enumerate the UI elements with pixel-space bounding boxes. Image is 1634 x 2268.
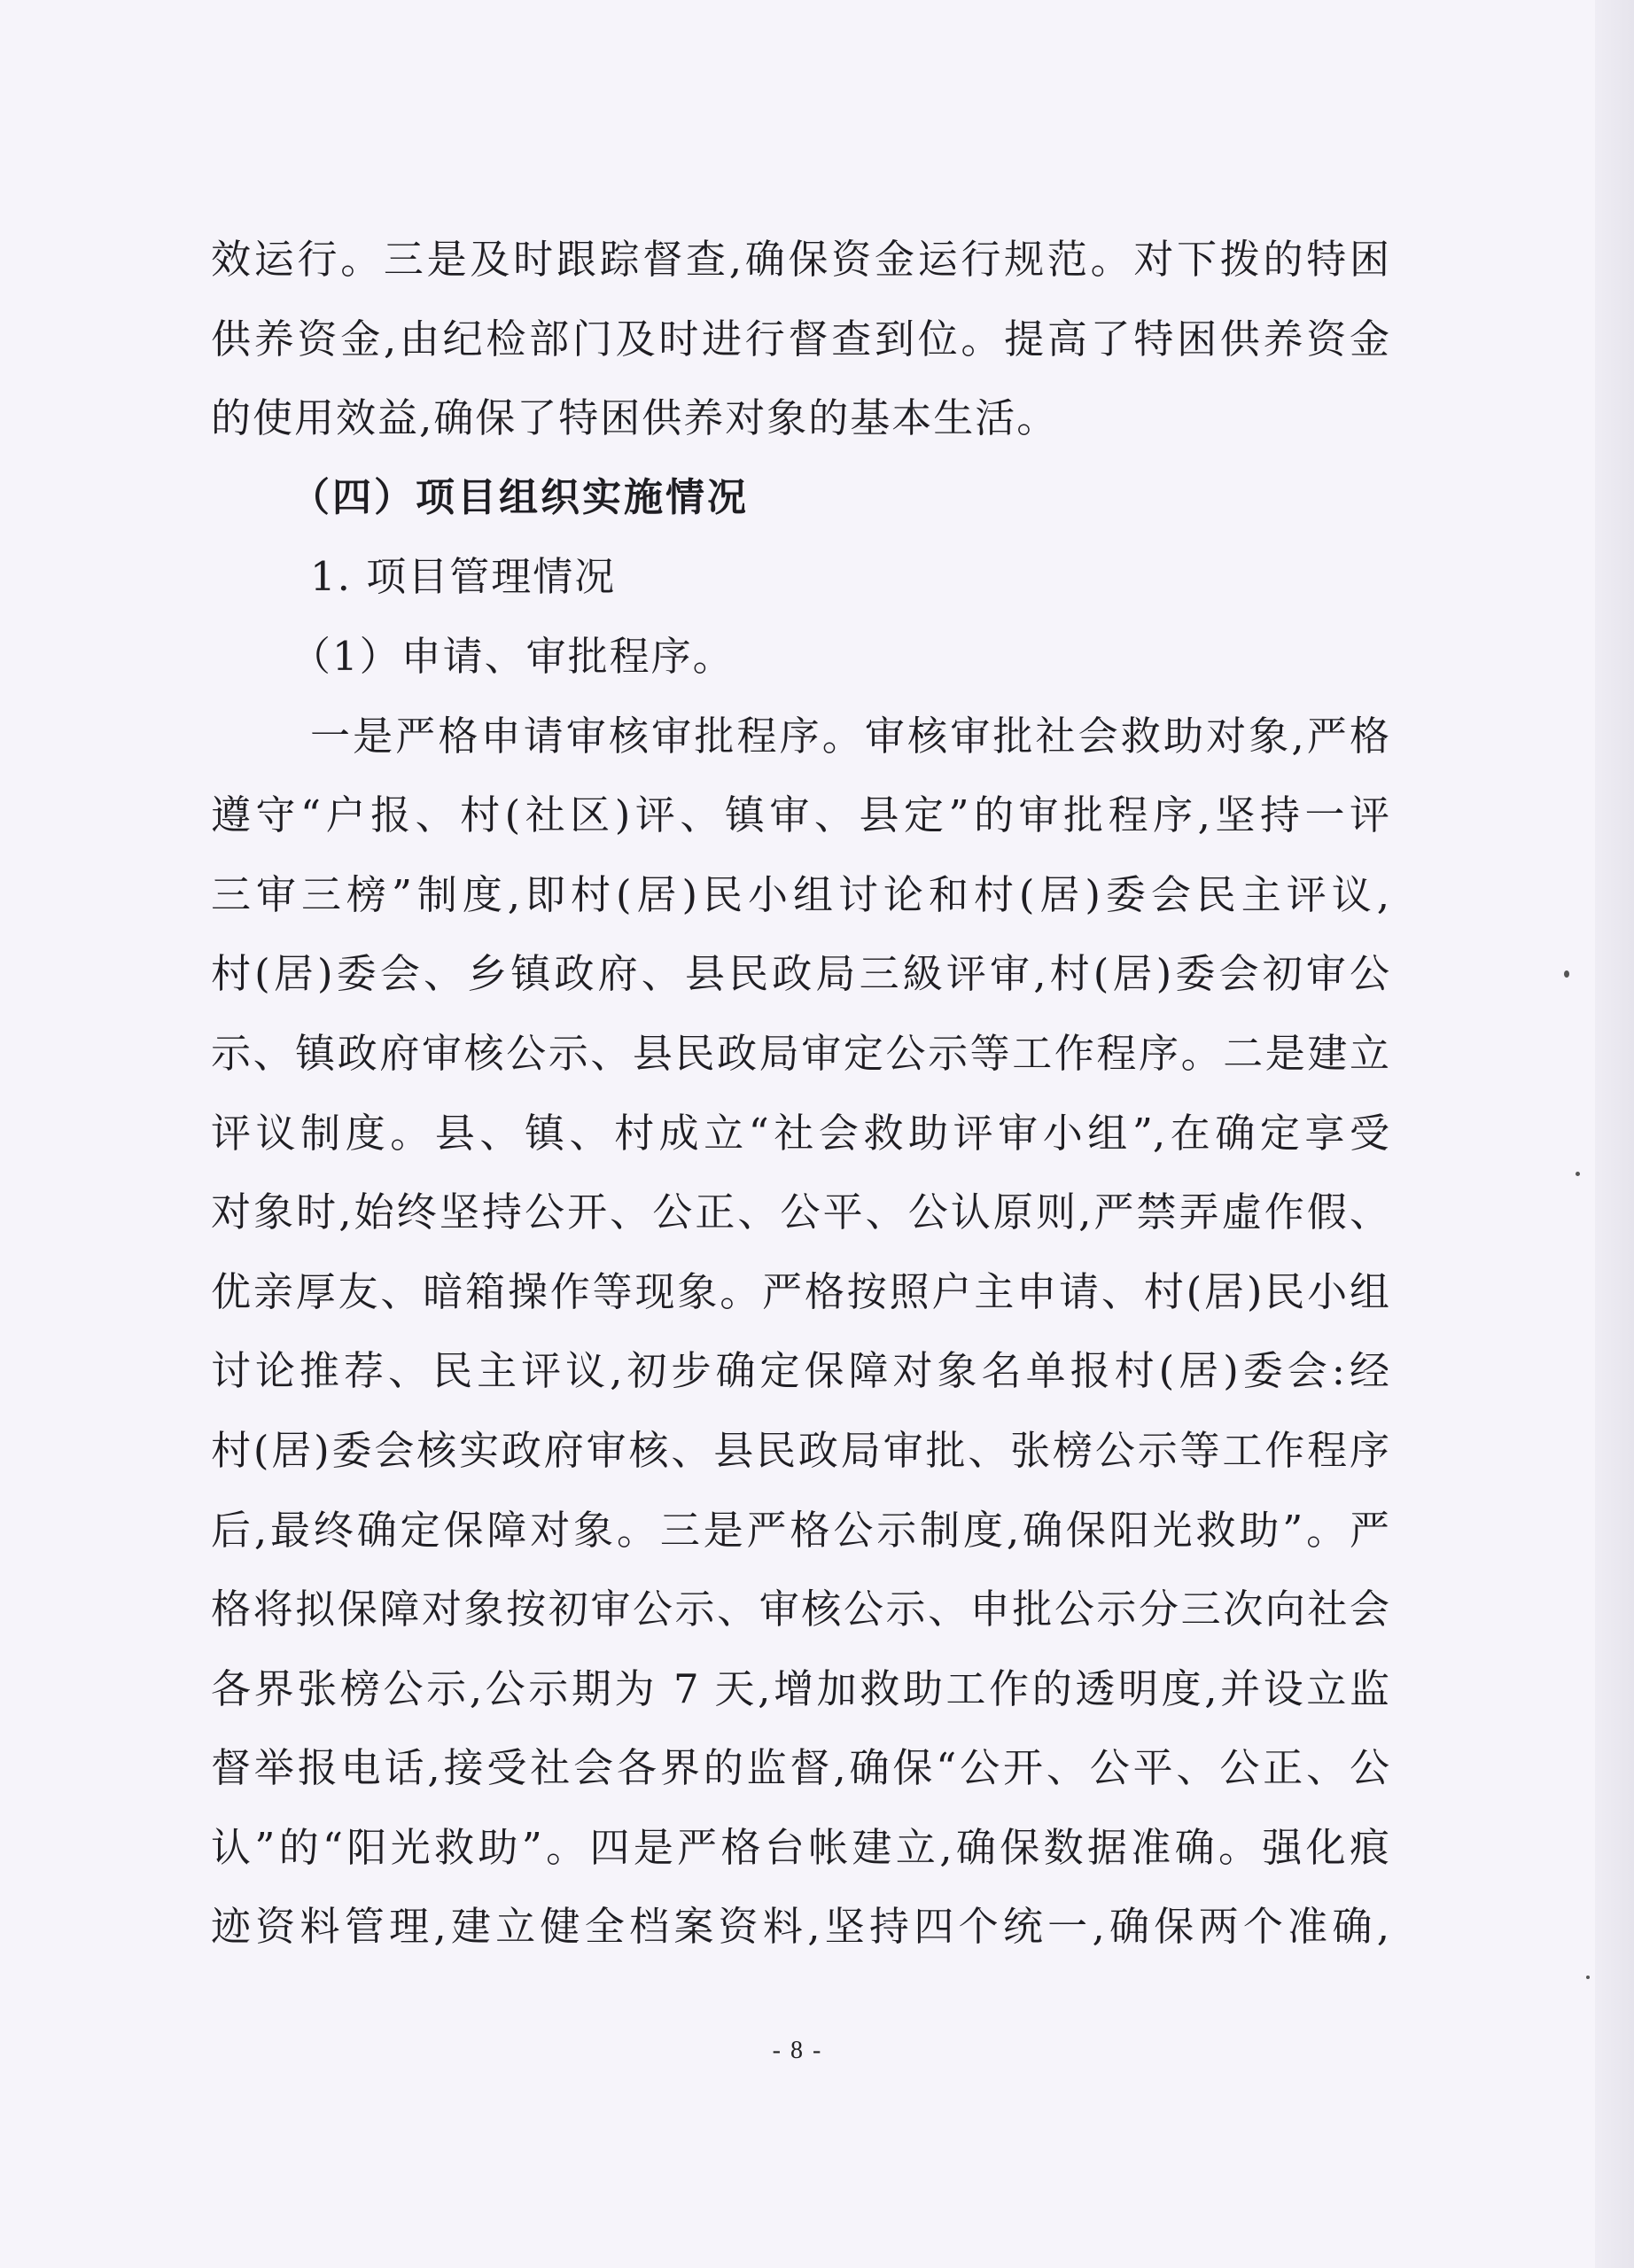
text-line: 三审三榜”制度,即村(居)民小组讨论和村(居)委会民主评议, xyxy=(211,870,1389,918)
subsection-item-heading: （1）申请、审批程序。 xyxy=(291,632,735,680)
text-line: 村(居)委会、乡镇政府、县民政局三級评审,村(居)委会初审公 xyxy=(211,950,1389,998)
paragraph-first-line: 一是严格申请审核审批程序。审核审批社会救助对象,严格 xyxy=(310,712,1389,760)
text-line: 优亲厚友、暗箱操作等现象。严格按照户主申请、村(居)民小组 xyxy=(211,1267,1389,1315)
text-line: 后,最终确定保障对象。三是严格公示制度,确保阳光救助”。严 xyxy=(211,1506,1389,1554)
section-heading: （四）项目组织实施情况 xyxy=(291,474,749,520)
text-line: 督举报电话,接受社会各界的监督,确保“公开、公平、公正、公 xyxy=(211,1744,1389,1792)
text-line: 示、镇政府审核公示、县民政局审定公示等工作程序。二是建立 xyxy=(211,1029,1389,1077)
body-text xyxy=(211,220,1389,1967)
text-line: 迹资料管理,建立健全档案资料,坚持四个统一,确保两个准确, xyxy=(211,1903,1389,1951)
text-line: 各界张榜公示,公示期为 7 天,增加救助工作的透明度,并设立监 xyxy=(211,1664,1389,1712)
scan-speck xyxy=(1576,1172,1580,1176)
text-line: 评议制度。县、镇、村成立“社会救助评审小组”,在确定享受 xyxy=(211,1109,1389,1157)
text-line: 的使用效益,确保了特困供养对象的基本生活。 xyxy=(211,394,1059,442)
text-line: 讨论推荐、民主评议,初步确定保障对象名单报村(居)委会:经 xyxy=(211,1347,1389,1395)
subsection-heading: 1. 项目管理情况 xyxy=(310,553,617,601)
page-number: - 8 - xyxy=(772,2037,823,2064)
scan-speck xyxy=(1564,970,1569,978)
text-line: 认”的“阳光救助”。四是严格台帐建立,确保数据准确。强化痕 xyxy=(211,1823,1389,1871)
text-line: 格将拟保障对象按初审公示、审核公示、申批公示分三次向社会 xyxy=(211,1586,1389,1633)
text-line: 对象时,始终坚持公开、公正、公平、公认原则,严禁弄虛作假、 xyxy=(211,1189,1389,1236)
text-line: 村(居)委会核实政府审核、县民政局审批、张榜公示等工作程序 xyxy=(211,1426,1389,1474)
text-line: 效运行。三是及时跟踪督查,确保资金运行规范。对下拨的特困 xyxy=(211,236,1389,283)
scan-speck xyxy=(1586,1976,1590,1979)
text-line: 遵守“户报、村(社区)评、镇审、县定”的审批程序,坚持一评 xyxy=(211,791,1389,839)
text-line: 供养资金,由纪检部门及时进行督查到位。提高了特困供养资金 xyxy=(211,315,1389,362)
scanner-edge xyxy=(1595,0,1634,2268)
